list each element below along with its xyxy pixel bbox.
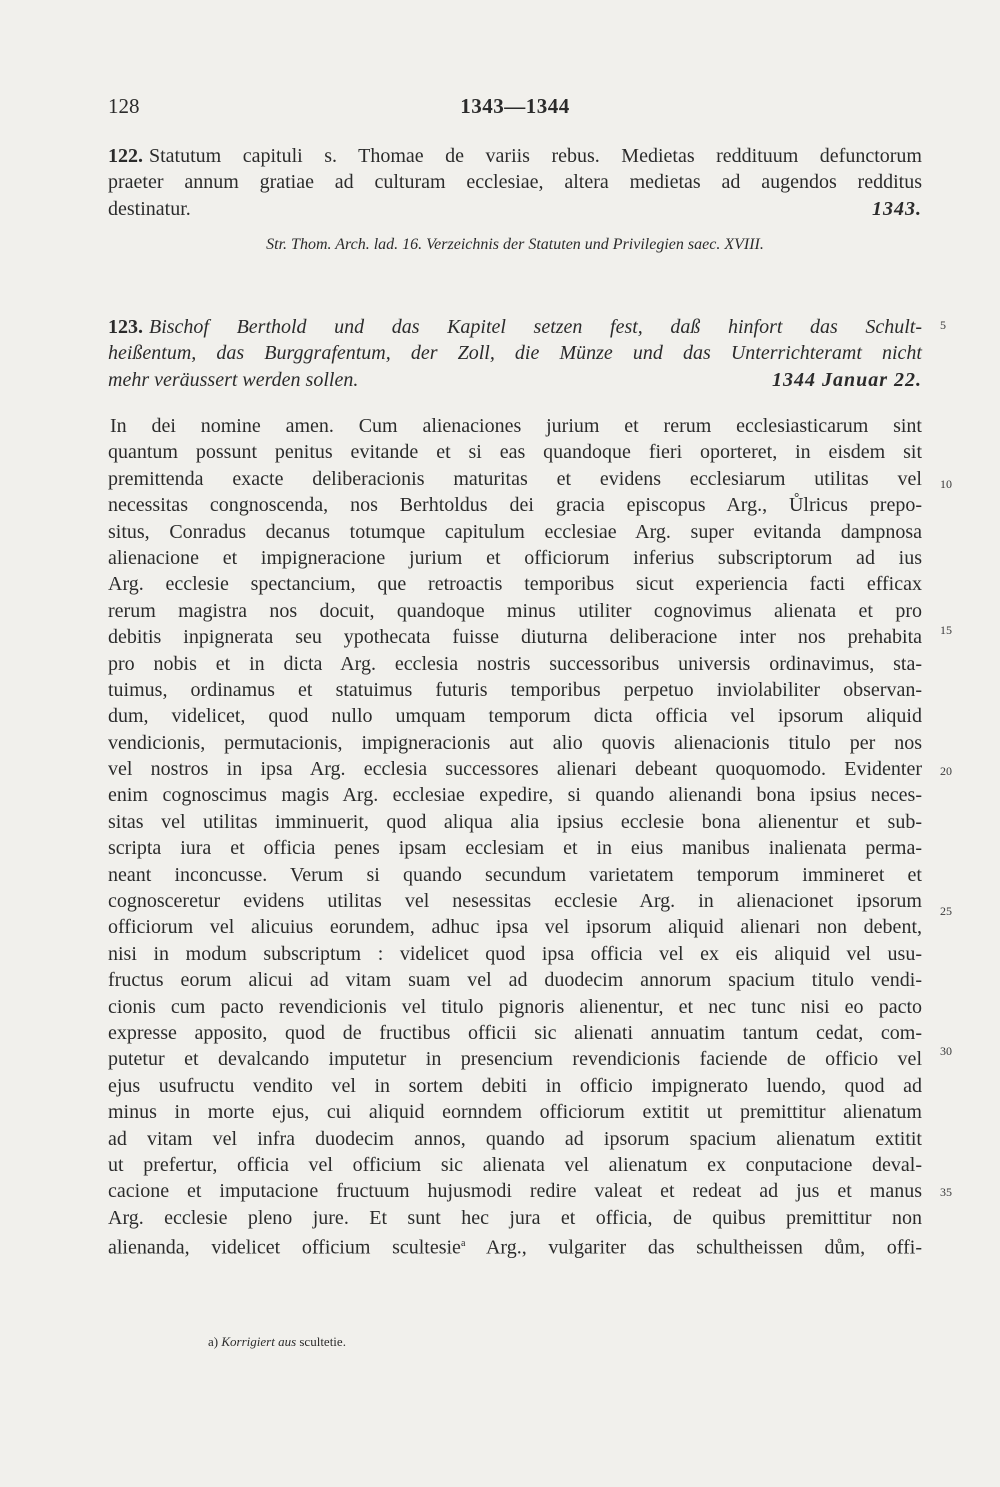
page-header <box>108 94 922 124</box>
body-line: alienanda, videlicet officium scultesie$^a$ Arg., vulgariter das schultheissen dům, offi- <box>108 1236 922 1259</box>
heading-line-1: 123. Bischof Berthold und das Kapitel setzen fest, daß hinfort das Schult- <box>108 316 922 338</box>
footnote-text: scultetie. <box>299 1334 346 1349</box>
body-line: fructus eorum alicui ad vitam suam vel ad duodecim annorum spacium titulo vendi- <box>108 969 922 992</box>
body-line: ejus usufructu vendito vel in sortem debiti in officio impignerato luendo, quod ad <box>108 1074 922 1097</box>
running-title: 1343—1344 <box>460 94 570 118</box>
margin-line-number: 15 <box>940 623 952 637</box>
footnote-marker: a) <box>208 1334 219 1349</box>
body-line: dum, videlicet, quod nullo umquam temporum dicta officia vel ipsorum aliquid <box>108 705 922 728</box>
entry-number: 122. <box>108 145 143 167</box>
body-line: cacione et imputacione fructuum hujusmodi redire valeat et redeat ad jus et manus <box>108 1180 922 1203</box>
body-line: Arg. ecclesie spectancium, que retroactis temporibus sicut experiencia facti efficax <box>108 573 922 596</box>
body-line: officiorum vel alicuius eorundem, adhuc ipsa vel ipsorum aliquid alienari non debent, <box>108 916 922 939</box>
footnote-marker: a <box>460 1238 466 1250</box>
body-line: ad vitam vel infra duodecim annos, quando ad ipsorum spacium alienatum extitit <box>108 1127 922 1150</box>
body-line: nisi in modum subscriptum : videlicet quod ipsa officia vel ex eis aliquid vel usu- <box>108 942 922 965</box>
margin-line-number: 25 <box>940 904 952 918</box>
entry-123-heading <box>108 314 922 393</box>
page-number: 128 <box>108 94 140 118</box>
body-line: tuimus, ordinamus et statuimus futuris temporibus perpetuo inviolabiliter observan- <box>108 678 922 701</box>
entry-123-body <box>108 413 922 1258</box>
margin-line-number: 5 <box>940 318 946 332</box>
body-line: minus in morte ejus, cui aliquid eornndem officiorum extitit ut premittitur alienatum <box>108 1101 922 1124</box>
margin-line-number: 30 <box>940 1044 952 1058</box>
entry-122 <box>108 143 922 222</box>
margin-line-number: 10 <box>940 477 952 491</box>
margin-line-number: 20 <box>940 764 952 778</box>
margin-line-number: 35 <box>940 1185 952 1199</box>
body-line: enim cognoscimus magis Arg. ecclesiae expedire, si quando alienandi bona ipsius neces- <box>108 784 922 807</box>
body-line: necessitas congnoscenda, nos Berhtoldus dei gracia episcopus Arg., Ůlricus prepo- <box>108 494 922 517</box>
body-line: premittenda exacte deliberacionis maturitas et evidens ecclesiarum utilitas vel <box>108 467 922 490</box>
body-line: putetur et devalcando imputetur in presencium revendicionis faciende de officio vel <box>108 1048 922 1071</box>
entry-number: 123. <box>108 316 143 338</box>
heading-line-2: heißentum, das Burggrafentum, der Zoll, die Münze und das Unterrichteramt nicht <box>108 342 922 365</box>
entry-122-line-1: 122. Statutum capituli s. Thomae de variis rebus. Medietas reddituum defunctorum <box>108 145 922 167</box>
body-line: sitas vel utilitas imminuerit, quod aliqua alia ipsius ecclesie bona alienentur et sub- <box>108 810 922 833</box>
body-line: In dei nomine amen. Cum alienaciones jurium et rerum ecclesiasticarum sint <box>110 415 922 437</box>
body-line: vendicionis, permutacionis, impigneracionis aut alio quovis alienacionis titulo per nos <box>108 731 922 754</box>
footnote-label: Korrigiert aus <box>221 1334 297 1349</box>
body-line: vel nostros in ipsa Arg. ecclesia successores alienari debeant quoquomodo. Evidenter <box>108 758 922 781</box>
heading-line-3: mehr veräussert werden sollen. 1344 Januar 22. <box>108 367 922 393</box>
entry-122-source: Str. Thom. Arch. lad. 16. Verzeichnis der Statuten und Privilegien saec. XVIII. <box>266 236 764 253</box>
body-line: Arg. ecclesie pleno jure. Et sunt hec jura et officia, de quibus premittitur non <box>108 1206 922 1229</box>
body-line: situs, Conradus decanus totumque capitulum ecclesiae Arg. super evitanda dampnosa <box>108 520 922 543</box>
body-line: rerum magistra nos docuit, quandoque minus utiliter cognovimus alienata et pro <box>108 599 922 622</box>
body-line: cognosceretur evidens utilitas vel nesessitas ecclesie Arg. in alienacionet ipsorum <box>108 890 922 913</box>
body-line: quantum possunt penitus evitande et si eas quandoque fieri oporteret, in eisdem sit <box>108 441 922 464</box>
body-line: pro nobis et in dicta Arg. ecclesia nostris successoribus universis ordinavimus, sta- <box>108 652 922 675</box>
body-line: scripta iura et officia penes ipsam ecclesiam et in eius manibus inalienata perma- <box>108 837 922 860</box>
body-line: neant inconcusse. Verum si quando secundum varietatem temporum immineret et <box>108 863 922 886</box>
body-line: alienacione et impigneracione jurium et officiorum inferius subscriptorum ad ius <box>108 546 922 569</box>
body-line: ut prefertur, officia vel officium sic alienata vel alienatum ex conputacione deval- <box>108 1153 922 1176</box>
entry-122-line-2: praeter annum gratiae ad culturam ecclesiae, altera medietas ad augendos redditus <box>108 171 922 194</box>
entry-123-date: 1344 Januar 22. <box>771 368 922 391</box>
body-line: debitis inpignerata seu ypothecata fuisse diuturna deliberacione inter nos prehabita <box>108 626 922 649</box>
body-line: expresse apposito, quod de fructibus officii sic alienati annuatim tantum cedat, com- <box>108 1021 922 1044</box>
footnote <box>208 1334 346 1350</box>
entry-122-date: 1343. <box>872 197 922 220</box>
entry-122-line-3: destinatur. 1343. <box>108 196 922 222</box>
body-line: cionis cum pacto revendicionis vel titulo pignoris alienentur, et nec tunc nisi eo pacto <box>108 995 922 1018</box>
